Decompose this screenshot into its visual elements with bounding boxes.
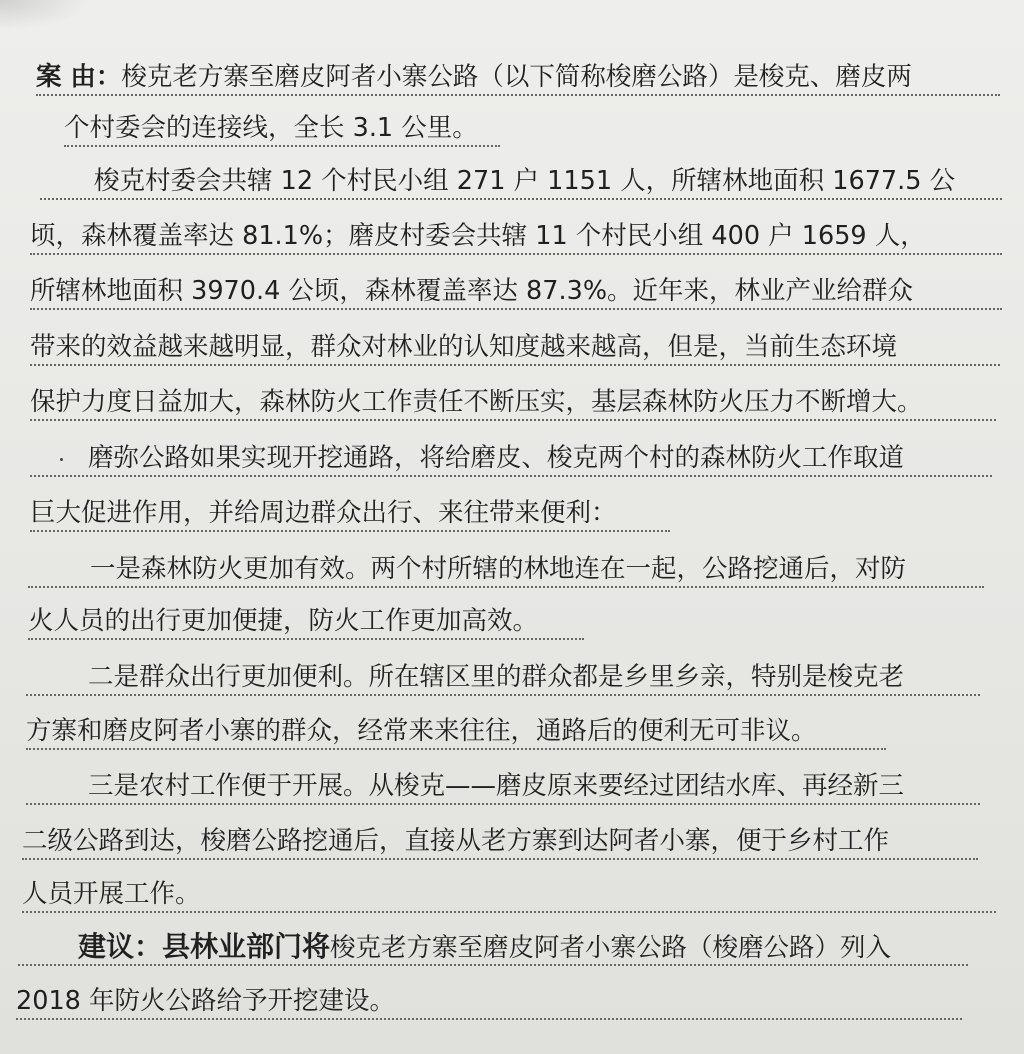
case-text-2: 个村委会的连接线，全长 3.1 公里。	[64, 113, 478, 143]
para1-line-3	[30, 274, 1002, 310]
para1-text-5: 保护力度日益加大，森林防火工作责任不断压实，基层森林防火压力不断增大。	[30, 387, 923, 417]
case-text-1: 梭克老方寨至磨皮阿者小寨公路（以下简称梭磨公路）是梭克、磨皮两	[121, 62, 912, 92]
para1-text-2: 顷，森林覆盖率达 81.1%；磨皮村委会共辖 11 个村民小组 400 户 1659 人，	[30, 221, 926, 251]
suggestion-text-2: 2018 年防火公路给予开挖建设。	[16, 986, 396, 1016]
para3-text-1: 一是森林防火更加有效。两个村所辖的林地连在一起，公路挖通后，对防	[90, 554, 907, 584]
para5-text-2: 二级公路到达，梭磨公路挖通后，直接从老方寨到达阿者小寨，便于乡村工作	[22, 826, 890, 856]
para1-line-2	[30, 219, 1002, 255]
suggestion-text-1: 梭克老方寨至磨皮阿者小寨公路（梭磨公路）列入	[330, 933, 892, 963]
para1-line-1	[40, 164, 1002, 200]
case-label: 案 由：	[36, 62, 122, 92]
para1-text-3: 所辖林地面积 3970.4 公顷，森林覆盖率达 87.3%。近年来，林业产业给群众	[30, 276, 914, 306]
para3-text-2: 火人员的出行更加便捷，防火工作更加高效。	[28, 606, 539, 636]
para3-line-1	[28, 552, 984, 588]
para1-text-4: 带来的效益越来越明显，群众对林业的认知度越来越高，但是，当前生态环境	[30, 332, 898, 362]
suggestion-line-2	[16, 984, 962, 1020]
case-line-1	[36, 60, 1000, 96]
para5-line-1	[26, 769, 980, 805]
para4-line-2	[26, 714, 886, 750]
para2-text-2: 巨大促进作用，并给周边群众出行、来往带来便利：	[30, 498, 617, 528]
suggestion-label: 建议：县林业部门将	[78, 930, 331, 963]
para5-text-1: 三是农村工作便于开展。从梭克——磨皮原来要经过团结水库、再经新三	[88, 771, 905, 801]
para5-text-3: 人员开展工作。	[22, 879, 201, 909]
para1-text-1: 梭克村委会共辖 12 个村民小组 271 户 1151 人，所辖林地面积 1677.5 公	[94, 166, 956, 196]
para2-text-1: 磨弥公路如果实现开挖通路，将给磨皮、梭克两个村的森林防火工作取道	[88, 443, 905, 473]
case-line-2	[64, 111, 500, 147]
para5-line-2	[22, 824, 978, 860]
para4-line-1	[26, 660, 980, 696]
page-shadow	[0, 0, 90, 30]
para1-line-4	[30, 330, 1000, 366]
para1-line-5	[30, 385, 996, 421]
para2-line-1	[30, 441, 992, 477]
para2-line-2	[30, 496, 670, 532]
para4-text-2: 方寨和磨皮阿者小寨的群众，经常来来往往，通路后的便利无可非议。	[26, 716, 817, 746]
suggestion-line-1	[18, 930, 968, 966]
para4-text-1: 二是群众出行更加便利。所在辖区里的群众都是乡里乡亲，特别是梭克老	[88, 662, 905, 692]
para5-line-3	[22, 877, 996, 913]
para3-line-2	[28, 604, 584, 640]
